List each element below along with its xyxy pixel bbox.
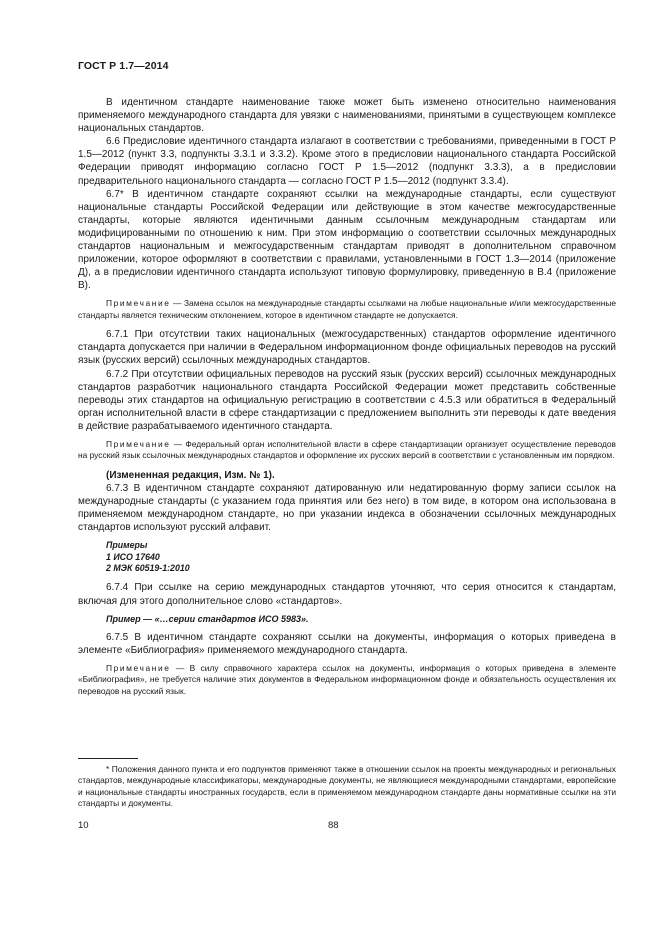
page-number-local: 10	[78, 820, 89, 831]
footnote-divider	[78, 758, 138, 759]
amended-edition: (Измененная редакция, Изм. № 1).	[106, 469, 275, 481]
example-item: 2 МЭК 60519-1:2010	[106, 563, 190, 574]
example-series: Пример — «…серии стандартов ИСО 5983».	[106, 613, 309, 624]
examples-title: Примеры	[106, 540, 148, 551]
document-body	[78, 96, 616, 704]
note-text: — Замена ссылок на международные стандарты ссылками на любые национальные и/или межгосударственные стандарты является техническим отклонением, которое в идентичном стандарте не допускается.	[78, 298, 616, 320]
note-references-replacement	[78, 298, 616, 321]
paragraph-6-7-2: 6.7.2 При отсутствии официальных переводов на русский язык (русских версий) ссылочных международных стандартов разработчик национального стандарта Российской Федерации может представить собственные переводы этих стандартов на официальную регистрацию в соответствии с 4.5.3 или обратиться в Федеральный орган исполнительной власти в сфере стандартизации с предложением выполнить эти переводы к дате введения в действие разрабатываемого идентичного стандарта.	[78, 368, 616, 432]
paragraph-6-6: 6.6 Предисловие идентичного стандарта излагают в соответствии с требованиями, приведенными в ГОСТ Р 1.5—2012 (пункт 3.3, подпункты 3.3.1 и 3.3.2). Кроме этого в предисловии национального стандарта Российской Федерации приводят информацию согласно ГОСТ Р 1.5—2012 (подпункт 3.3.3), а в предисловии предварительного национального стандарта — согласно ГОСТ Р 1.5—2012 (подпункт 3.3.4).	[78, 136, 616, 187]
note-label: Примечание	[106, 298, 171, 309]
paragraph-6-7: 6.7* В идентичном стандарте сохраняют ссылки на международные стандарты, если существуют национальные стандарты Российской Федерации или действующие в этом качестве межгосударственные стандарты, которые являются идентичными данным ссылочным международным стандартам или модифицированными по отношению к ним. При этом информацию о соответствии ссылочных международных стандартов национальным и межгосударственным стандартам приводят в дополнительном справочном приложении, которое оформляют в соответствии с правилами, установленными в ГОСТ 1.3—2014 (приложение Д), а в предисловии идентичного стандарта используют типовую формулировку, приведенную в В.4 (приложение В).	[78, 188, 616, 292]
paragraph-name-change: В идентичном стандарте наименование также может быть изменено относительно наименования применяемого международного стандарта для увязки с наименованиями, принятыми в существующем комплексе национальных стандартов.	[78, 97, 616, 135]
paragraph-6-7-3: 6.7.3 В идентичном стандарте сохраняют датированную или недатированную форму записи ссылок на международные стандарты (с указанием года принятия или без него) в том виде, в котором она использована в применяемом международном стандарте, но при указании индекса в обозначении ссылочных международных стандартов используют русский алфавит.	[78, 482, 616, 534]
page-number-global: 88	[328, 820, 339, 831]
footnote: * Положения данного пункта и его подпунктов применяют также в отношении ссылок на проекты международных и региональных стандартов, международные классификаторы, международные документы, не являющиеся международными стандартами, европейские и национальные стандарты иностранных государств, если в применяемом международном стандарте даны нормативные ссылки на эти стандарты и документы.	[78, 764, 616, 809]
note-text: — В силу справочного характера ссылок на документы, информация о которых приведена в элементе «Библиография», не требуется наличие этих документов в Федеральном информационном фонде и обязательность осуществления их переводов на русский язык.	[78, 662, 616, 696]
paragraph-6-7-4: 6.7.4 При ссылке на серию международных стандартов уточняют, что серия относится к стандартам, включая для этого дополнительное слово «стандартов».	[78, 582, 616, 607]
note-bibliography	[78, 663, 616, 697]
note-label: Примечание	[106, 662, 171, 673]
note-label: Примечание	[106, 438, 171, 449]
note-text: — Федеральный орган исполнительной власти в сфере стандартизации организует осуществление переводов на русский язык ссылочных международных стандартов и оформление их русских версий в соответствии с установленным им порядком.	[78, 438, 616, 461]
examples-block	[106, 540, 616, 574]
paragraph-6-7-1: 6.7.1 При отсутствии таких национальных (межгосударственных) стандартов оформление идентичного стандарта допускается при наличии в Федеральном информационном фонде официальных переводов на русский язык (русских версий) ссылочных международных стандартов.	[78, 329, 616, 367]
note-federal-authority	[78, 439, 616, 462]
page-header-title: ГОСТ Р 1.7—2014	[78, 60, 169, 72]
example-item: 1 ИСО 17640	[106, 551, 160, 562]
paragraph-6-7-5: 6.7.5 В идентичном стандарте сохраняют ссылки на документы, информация о которых приведена в элементе «Библиография» применяемого международного стандарта.	[78, 631, 616, 656]
